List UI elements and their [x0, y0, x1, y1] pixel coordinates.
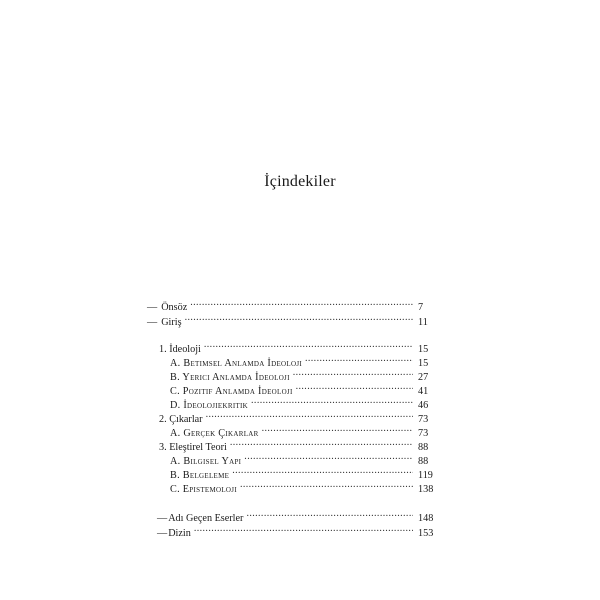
toc-entry-label: 1. İdeoloji [159, 344, 201, 355]
dot-leader [202, 338, 413, 352]
toc-page-number: 119 [418, 470, 433, 481]
toc-entry-label: — Giriş [147, 317, 182, 328]
dot-leader [294, 380, 413, 394]
toc-entry-label: —Dizin [157, 528, 191, 539]
toc-entry-label: —Adı Geçen Eserler [157, 513, 244, 524]
toc-entry-dash: — [157, 513, 168, 524]
toc-page-number: 7 [418, 302, 424, 313]
toc-entry-elestirel-teori[interactable] [159, 436, 446, 453]
toc-page-number: 138 [418, 484, 434, 495]
toc-entry-belgeleme[interactable] [170, 464, 446, 481]
toc-entry-onsoz[interactable] [147, 296, 446, 313]
dot-leader [204, 408, 413, 422]
toc-page-number: 11 [418, 317, 428, 328]
toc-entry-giris[interactable] [147, 311, 446, 328]
toc-entry-label: A. Bilgisel Yapı [170, 456, 242, 467]
toc-page-number: 15 [418, 344, 429, 355]
page-title: İçindekiler [264, 173, 336, 190]
dot-leader [188, 296, 413, 310]
toc-entry-yerici[interactable] [170, 366, 446, 383]
dot-leader [230, 464, 413, 478]
toc-entry-label: C. Epistemoloji [170, 484, 237, 495]
toc-entry-ideoloji[interactable] [159, 338, 446, 355]
toc-entry-label: B. Belgeleme [170, 470, 230, 481]
toc-page-number: 148 [418, 513, 434, 524]
toc-entry-label: — Önsöz [147, 302, 188, 313]
toc-page-number: 41 [418, 386, 429, 397]
dot-leader [244, 507, 413, 521]
toc-entry-adi-gecen-eserler[interactable] [157, 507, 446, 524]
toc-entry-label: A. Gerçek Çıkarlar [170, 428, 259, 439]
dot-leader [183, 311, 413, 325]
toc-entry-cikarlar[interactable] [159, 408, 446, 425]
toc-entry-label: D. İdeolojiekritik [170, 400, 249, 411]
toc-entry-label: B. Yerici Anlamda İdeoloji [170, 372, 290, 383]
toc-page-number: 88 [418, 442, 429, 453]
dot-leader [228, 436, 413, 450]
toc-entry-label: C. Pozitif Anlamda İdeoloji [170, 386, 293, 397]
toc-entry-dash: — [147, 317, 158, 328]
dot-leader [303, 352, 413, 366]
dot-leader [260, 422, 413, 436]
toc-entry-bilgisel-yapi[interactable] [170, 450, 446, 467]
toc-entry-dash: — [157, 528, 168, 539]
toc-entry-epistemoloji[interactable] [170, 478, 446, 495]
dot-leader [238, 478, 413, 492]
toc-entry-label: 3. Eleştirel Teori [159, 442, 227, 453]
toc-entry-label: A. Betimsel Anlamda İdeoloji [170, 358, 302, 369]
toc-page-number: 88 [418, 456, 429, 467]
toc-page-number: 153 [418, 528, 434, 539]
dot-leader [249, 394, 413, 408]
toc-page-number: 46 [418, 400, 429, 411]
toc-entry-pozitif[interactable] [170, 380, 446, 397]
dot-leader [291, 366, 413, 380]
toc-page-number: 15 [418, 358, 429, 369]
toc-page-number: 27 [418, 372, 429, 383]
toc-page-number: 73 [418, 428, 429, 439]
toc-page-number: 73 [418, 414, 429, 425]
dot-leader [242, 450, 413, 464]
toc-entry-gercek-cikarlar[interactable] [170, 422, 446, 439]
toc-entry-label: 2. Çıkarlar [159, 414, 203, 425]
toc-entry-ideolojiekritik[interactable] [170, 394, 446, 411]
toc-entry-dash: — [147, 302, 158, 313]
toc-entry-dizin[interactable] [157, 522, 446, 539]
toc-entry-betimsel[interactable] [170, 352, 446, 369]
dot-leader [192, 522, 413, 536]
